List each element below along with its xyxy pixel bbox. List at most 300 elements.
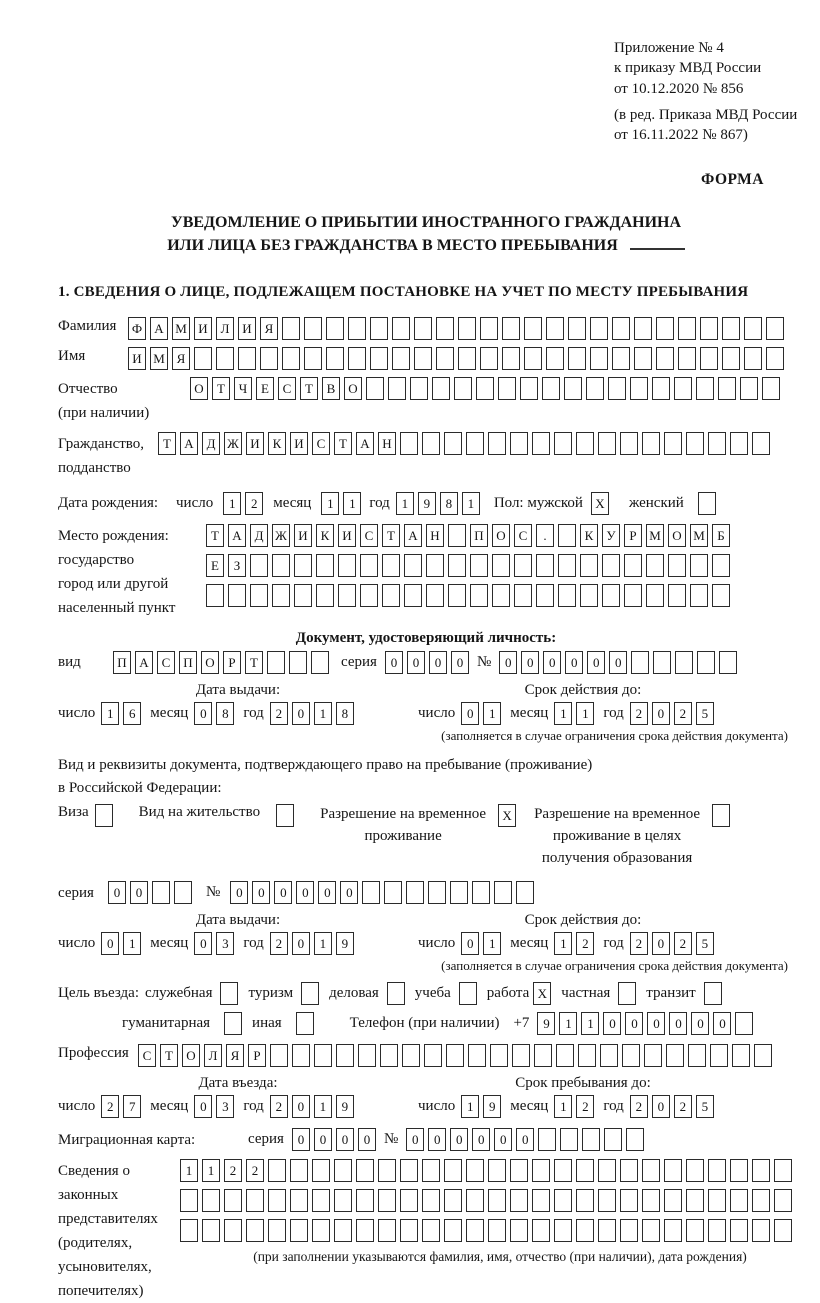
char-cell[interactable] xyxy=(598,1219,616,1242)
char-cell[interactable] xyxy=(488,1159,506,1182)
char-cell[interactable] xyxy=(653,651,671,674)
char-cell[interactable] xyxy=(228,584,246,607)
char-cell[interactable] xyxy=(436,317,454,340)
char-cell[interactable] xyxy=(700,347,718,370)
char-cell[interactable] xyxy=(152,881,170,904)
char-cell[interactable]: К xyxy=(580,524,598,547)
char-cell[interactable]: Я xyxy=(260,317,278,340)
char-cell[interactable] xyxy=(556,1044,574,1067)
char-cell[interactable]: А xyxy=(135,651,153,674)
char-cell[interactable] xyxy=(292,1044,310,1067)
char-cell[interactable]: О xyxy=(201,651,219,674)
char-cell[interactable] xyxy=(762,377,780,400)
char-cell[interactable] xyxy=(558,524,576,547)
char-cell[interactable] xyxy=(326,317,344,340)
char-cell[interactable]: Т xyxy=(300,377,318,400)
char-cell[interactable] xyxy=(708,432,726,455)
char-cell[interactable]: П xyxy=(179,651,197,674)
char-cell[interactable] xyxy=(448,554,466,577)
char-cell[interactable]: 6 xyxy=(123,702,141,725)
char-cell[interactable]: 2 xyxy=(674,932,692,955)
char-cell[interactable] xyxy=(534,1044,552,1067)
char-cell[interactable]: И xyxy=(246,432,264,455)
char-cell[interactable]: Л xyxy=(204,1044,222,1067)
char-cell[interactable]: О xyxy=(668,524,686,547)
char-cell[interactable] xyxy=(472,881,490,904)
char-cell[interactable]: 8 xyxy=(440,492,458,515)
char-cell[interactable] xyxy=(468,1044,486,1067)
char-cell[interactable] xyxy=(664,1159,682,1182)
char-cell[interactable] xyxy=(536,584,554,607)
char-cell[interactable] xyxy=(612,347,630,370)
char-cell[interactable] xyxy=(414,317,432,340)
char-cell[interactable] xyxy=(708,1189,726,1212)
char-cell[interactable] xyxy=(282,347,300,370)
char-cell[interactable] xyxy=(752,1189,770,1212)
char-cell[interactable] xyxy=(432,377,450,400)
char-cell[interactable] xyxy=(774,1189,792,1212)
checkbox-cell[interactable] xyxy=(698,492,716,515)
char-cell[interactable]: Ф xyxy=(128,317,146,340)
char-cell[interactable] xyxy=(688,1044,706,1067)
char-cell[interactable] xyxy=(466,1159,484,1182)
char-cell[interactable] xyxy=(378,1219,396,1242)
char-cell[interactable]: С xyxy=(312,432,330,455)
char-cell[interactable]: 5 xyxy=(696,702,714,725)
char-cell[interactable]: 7 xyxy=(123,1095,141,1118)
char-cell[interactable] xyxy=(740,377,758,400)
char-cell[interactable] xyxy=(450,881,468,904)
char-cell[interactable] xyxy=(382,584,400,607)
char-cell[interactable] xyxy=(428,881,446,904)
char-cell[interactable] xyxy=(392,347,410,370)
char-cell[interactable] xyxy=(444,1159,462,1182)
char-cell[interactable]: 0 xyxy=(587,651,605,674)
char-cell[interactable] xyxy=(675,651,693,674)
char-cell[interactable] xyxy=(718,377,736,400)
char-cell[interactable] xyxy=(630,377,648,400)
checkbox-cell[interactable]: X xyxy=(591,492,609,515)
char-cell[interactable]: 0 xyxy=(652,932,670,955)
char-cell[interactable] xyxy=(642,432,660,455)
char-cell[interactable] xyxy=(356,1159,374,1182)
char-cell[interactable] xyxy=(744,347,762,370)
char-cell[interactable]: Р xyxy=(624,524,642,547)
char-cell[interactable]: 0 xyxy=(669,1012,687,1035)
char-cell[interactable] xyxy=(289,651,307,674)
char-cell[interactable]: М xyxy=(690,524,708,547)
char-cell[interactable] xyxy=(312,1189,330,1212)
char-cell[interactable] xyxy=(272,554,290,577)
char-cell[interactable]: 0 xyxy=(318,881,336,904)
checkbox-cell[interactable] xyxy=(224,1012,242,1035)
char-cell[interactable]: Л xyxy=(216,317,234,340)
char-cell[interactable]: 2 xyxy=(630,1095,648,1118)
char-cell[interactable] xyxy=(624,584,642,607)
char-cell[interactable]: О xyxy=(344,377,362,400)
char-cell[interactable]: 3 xyxy=(216,932,234,955)
checkbox-cell[interactable] xyxy=(387,982,405,1005)
char-cell[interactable] xyxy=(564,377,582,400)
char-cell[interactable]: И xyxy=(290,432,308,455)
char-cell[interactable]: П xyxy=(113,651,131,674)
char-cell[interactable] xyxy=(578,1044,596,1067)
char-cell[interactable]: 0 xyxy=(652,702,670,725)
char-cell[interactable] xyxy=(282,317,300,340)
char-cell[interactable] xyxy=(722,347,740,370)
char-cell[interactable]: Т xyxy=(212,377,230,400)
char-cell[interactable]: 0 xyxy=(108,881,126,904)
char-cell[interactable] xyxy=(608,377,626,400)
char-cell[interactable]: Р xyxy=(248,1044,266,1067)
char-cell[interactable] xyxy=(422,432,440,455)
char-cell[interactable]: И xyxy=(338,524,356,547)
char-cell[interactable]: О xyxy=(492,524,510,547)
char-cell[interactable] xyxy=(388,377,406,400)
char-cell[interactable] xyxy=(356,1189,374,1212)
char-cell[interactable]: 2 xyxy=(101,1095,119,1118)
char-cell[interactable]: Н xyxy=(426,524,444,547)
char-cell[interactable]: Т xyxy=(160,1044,178,1067)
char-cell[interactable] xyxy=(488,432,506,455)
char-cell[interactable]: 9 xyxy=(483,1095,501,1118)
char-cell[interactable] xyxy=(272,584,290,607)
char-cell[interactable] xyxy=(532,1219,550,1242)
char-cell[interactable]: 3 xyxy=(216,1095,234,1118)
char-cell[interactable] xyxy=(690,584,708,607)
char-cell[interactable] xyxy=(697,651,715,674)
char-cell[interactable]: 0 xyxy=(609,651,627,674)
char-cell[interactable] xyxy=(558,584,576,607)
char-cell[interactable]: Т xyxy=(245,651,263,674)
char-cell[interactable]: 1 xyxy=(343,492,361,515)
char-cell[interactable]: 0 xyxy=(407,651,425,674)
char-cell[interactable] xyxy=(520,377,538,400)
char-cell[interactable] xyxy=(774,1159,792,1182)
char-cell[interactable]: 1 xyxy=(554,702,572,725)
char-cell[interactable]: А xyxy=(356,432,374,455)
char-cell[interactable] xyxy=(590,347,608,370)
char-cell[interactable] xyxy=(404,554,422,577)
char-cell[interactable]: 1 xyxy=(554,1095,572,1118)
char-cell[interactable] xyxy=(400,1189,418,1212)
char-cell[interactable] xyxy=(524,317,542,340)
char-cell[interactable] xyxy=(422,1189,440,1212)
checkbox-cell[interactable] xyxy=(296,1012,314,1035)
char-cell[interactable]: С xyxy=(278,377,296,400)
char-cell[interactable]: 0 xyxy=(292,702,310,725)
char-cell[interactable] xyxy=(626,1128,644,1151)
char-cell[interactable] xyxy=(494,881,512,904)
char-cell[interactable] xyxy=(576,1219,594,1242)
char-cell[interactable]: 1 xyxy=(396,492,414,515)
char-cell[interactable]: 1 xyxy=(576,702,594,725)
char-cell[interactable] xyxy=(554,1189,572,1212)
char-cell[interactable] xyxy=(316,584,334,607)
char-cell[interactable]: 9 xyxy=(336,1095,354,1118)
char-cell[interactable]: 0 xyxy=(340,881,358,904)
char-cell[interactable]: К xyxy=(268,432,286,455)
checkbox-cell[interactable] xyxy=(276,804,294,827)
char-cell[interactable] xyxy=(602,584,620,607)
char-cell[interactable] xyxy=(546,317,564,340)
char-cell[interactable] xyxy=(458,347,476,370)
char-cell[interactable] xyxy=(510,432,528,455)
char-cell[interactable]: 0 xyxy=(358,1128,376,1151)
char-cell[interactable] xyxy=(290,1159,308,1182)
char-cell[interactable] xyxy=(674,377,692,400)
char-cell[interactable]: С xyxy=(157,651,175,674)
char-cell[interactable]: 1 xyxy=(321,492,339,515)
char-cell[interactable] xyxy=(634,317,652,340)
char-cell[interactable] xyxy=(180,1219,198,1242)
char-cell[interactable] xyxy=(620,1219,638,1242)
char-cell[interactable] xyxy=(378,1159,396,1182)
char-cell[interactable] xyxy=(492,584,510,607)
char-cell[interactable] xyxy=(668,554,686,577)
char-cell[interactable]: 0 xyxy=(314,1128,332,1151)
char-cell[interactable]: 0 xyxy=(647,1012,665,1035)
char-cell[interactable]: 0 xyxy=(652,1095,670,1118)
char-cell[interactable] xyxy=(304,347,322,370)
char-cell[interactable] xyxy=(754,1044,772,1067)
char-cell[interactable]: Н xyxy=(378,432,396,455)
char-cell[interactable] xyxy=(392,317,410,340)
char-cell[interactable]: С xyxy=(360,524,378,547)
char-cell[interactable] xyxy=(538,1128,556,1151)
char-cell[interactable] xyxy=(620,1159,638,1182)
char-cell[interactable] xyxy=(532,1159,550,1182)
char-cell[interactable] xyxy=(326,347,344,370)
char-cell[interactable] xyxy=(568,317,586,340)
char-cell[interactable] xyxy=(620,1189,638,1212)
char-cell[interactable] xyxy=(646,584,664,607)
char-cell[interactable] xyxy=(356,1219,374,1242)
char-cell[interactable]: 2 xyxy=(246,1159,264,1182)
char-cell[interactable]: 0 xyxy=(450,1128,468,1151)
char-cell[interactable]: 0 xyxy=(406,1128,424,1151)
char-cell[interactable] xyxy=(708,1159,726,1182)
char-cell[interactable] xyxy=(466,1219,484,1242)
char-cell[interactable] xyxy=(348,347,366,370)
char-cell[interactable] xyxy=(216,347,234,370)
char-cell[interactable]: У xyxy=(602,524,620,547)
char-cell[interactable]: М xyxy=(646,524,664,547)
char-cell[interactable] xyxy=(598,432,616,455)
char-cell[interactable] xyxy=(532,432,550,455)
char-cell[interactable] xyxy=(268,1219,286,1242)
char-cell[interactable] xyxy=(644,1044,662,1067)
char-cell[interactable] xyxy=(174,881,192,904)
char-cell[interactable] xyxy=(730,1159,748,1182)
char-cell[interactable] xyxy=(490,1044,508,1067)
char-cell[interactable]: 0 xyxy=(625,1012,643,1035)
checkbox-cell[interactable] xyxy=(459,982,477,1005)
char-cell[interactable] xyxy=(454,377,472,400)
char-cell[interactable]: И xyxy=(194,317,212,340)
char-cell[interactable]: 1 xyxy=(483,702,501,725)
char-cell[interactable] xyxy=(524,347,542,370)
checkbox-cell[interactable]: X xyxy=(533,982,551,1005)
char-cell[interactable]: 1 xyxy=(314,1095,332,1118)
char-cell[interactable]: П xyxy=(470,524,488,547)
char-cell[interactable]: 2 xyxy=(270,1095,288,1118)
char-cell[interactable] xyxy=(730,1189,748,1212)
char-cell[interactable] xyxy=(554,1159,572,1182)
char-cell[interactable] xyxy=(311,651,329,674)
char-cell[interactable] xyxy=(448,584,466,607)
char-cell[interactable] xyxy=(730,432,748,455)
char-cell[interactable] xyxy=(580,554,598,577)
char-cell[interactable]: Я xyxy=(226,1044,244,1067)
char-cell[interactable]: 0 xyxy=(336,1128,354,1151)
char-cell[interactable]: 2 xyxy=(674,702,692,725)
char-cell[interactable]: А xyxy=(150,317,168,340)
char-cell[interactable]: 0 xyxy=(451,651,469,674)
char-cell[interactable]: 0 xyxy=(543,651,561,674)
char-cell[interactable]: 1 xyxy=(581,1012,599,1035)
char-cell[interactable] xyxy=(516,881,534,904)
char-cell[interactable] xyxy=(492,554,510,577)
char-cell[interactable] xyxy=(246,1219,264,1242)
char-cell[interactable] xyxy=(576,1189,594,1212)
char-cell[interactable]: 0 xyxy=(565,651,583,674)
char-cell[interactable]: О xyxy=(190,377,208,400)
char-cell[interactable] xyxy=(334,1189,352,1212)
char-cell[interactable] xyxy=(604,1128,622,1151)
char-cell[interactable] xyxy=(314,1044,332,1067)
char-cell[interactable] xyxy=(304,317,322,340)
char-cell[interactable]: 0 xyxy=(274,881,292,904)
char-cell[interactable] xyxy=(744,317,762,340)
char-cell[interactable] xyxy=(480,347,498,370)
char-cell[interactable] xyxy=(400,1219,418,1242)
char-cell[interactable] xyxy=(752,1219,770,1242)
char-cell[interactable] xyxy=(384,881,402,904)
char-cell[interactable] xyxy=(634,347,652,370)
char-cell[interactable]: Д xyxy=(202,432,220,455)
char-cell[interactable] xyxy=(488,1219,506,1242)
char-cell[interactable] xyxy=(294,584,312,607)
char-cell[interactable] xyxy=(250,554,268,577)
char-cell[interactable]: 0 xyxy=(296,881,314,904)
char-cell[interactable]: 0 xyxy=(691,1012,709,1035)
char-cell[interactable]: 1 xyxy=(314,932,332,955)
char-cell[interactable] xyxy=(766,347,784,370)
char-cell[interactable] xyxy=(338,584,356,607)
char-cell[interactable] xyxy=(424,1044,442,1067)
char-cell[interactable] xyxy=(488,1189,506,1212)
char-cell[interactable]: 0 xyxy=(194,932,212,955)
char-cell[interactable] xyxy=(290,1189,308,1212)
char-cell[interactable]: 0 xyxy=(101,932,119,955)
char-cell[interactable]: Б xyxy=(712,524,730,547)
char-cell[interactable] xyxy=(560,1128,578,1151)
char-cell[interactable] xyxy=(476,377,494,400)
char-cell[interactable] xyxy=(600,1044,618,1067)
char-cell[interactable] xyxy=(664,1219,682,1242)
char-cell[interactable]: Т xyxy=(334,432,352,455)
char-cell[interactable] xyxy=(612,317,630,340)
char-cell[interactable]: С xyxy=(514,524,532,547)
char-cell[interactable] xyxy=(700,317,718,340)
char-cell[interactable]: 1 xyxy=(180,1159,198,1182)
char-cell[interactable] xyxy=(312,1219,330,1242)
char-cell[interactable]: Т xyxy=(382,524,400,547)
char-cell[interactable] xyxy=(402,1044,420,1067)
char-cell[interactable]: 1 xyxy=(554,932,572,955)
char-cell[interactable]: 2 xyxy=(630,702,648,725)
char-cell[interactable] xyxy=(774,1219,792,1242)
char-cell[interactable] xyxy=(334,1219,352,1242)
char-cell[interactable]: А xyxy=(228,524,246,547)
char-cell[interactable] xyxy=(664,432,682,455)
char-cell[interactable] xyxy=(446,1044,464,1067)
char-cell[interactable] xyxy=(642,1159,660,1182)
char-cell[interactable] xyxy=(360,554,378,577)
char-cell[interactable]: 0 xyxy=(521,651,539,674)
char-cell[interactable]: 9 xyxy=(336,932,354,955)
char-cell[interactable] xyxy=(382,554,400,577)
char-cell[interactable] xyxy=(436,347,454,370)
char-cell[interactable] xyxy=(631,651,649,674)
char-cell[interactable] xyxy=(766,317,784,340)
checkbox-cell[interactable]: X xyxy=(498,804,516,827)
char-cell[interactable]: 0 xyxy=(472,1128,490,1151)
char-cell[interactable] xyxy=(512,1044,530,1067)
char-cell[interactable]: 8 xyxy=(336,702,354,725)
char-cell[interactable] xyxy=(400,432,418,455)
char-cell[interactable] xyxy=(642,1219,660,1242)
char-cell[interactable]: 1 xyxy=(314,702,332,725)
char-cell[interactable] xyxy=(422,1219,440,1242)
char-cell[interactable] xyxy=(686,1189,704,1212)
char-cell[interactable]: О xyxy=(182,1044,200,1067)
char-cell[interactable]: 2 xyxy=(674,1095,692,1118)
char-cell[interactable] xyxy=(406,881,424,904)
char-cell[interactable] xyxy=(400,1159,418,1182)
char-cell[interactable] xyxy=(656,317,674,340)
char-cell[interactable]: 5 xyxy=(696,932,714,955)
char-cell[interactable] xyxy=(338,554,356,577)
char-cell[interactable] xyxy=(194,347,212,370)
char-cell[interactable] xyxy=(576,1159,594,1182)
char-cell[interactable] xyxy=(334,1159,352,1182)
char-cell[interactable] xyxy=(510,1189,528,1212)
char-cell[interactable]: 1 xyxy=(462,492,480,515)
char-cell[interactable] xyxy=(466,1189,484,1212)
char-cell[interactable] xyxy=(502,317,520,340)
char-cell[interactable]: Т xyxy=(158,432,176,455)
char-cell[interactable] xyxy=(546,347,564,370)
char-cell[interactable]: 0 xyxy=(194,1095,212,1118)
char-cell[interactable]: Ч xyxy=(234,377,252,400)
char-cell[interactable]: 0 xyxy=(230,881,248,904)
char-cell[interactable] xyxy=(348,317,366,340)
char-cell[interactable] xyxy=(360,584,378,607)
char-cell[interactable]: 1 xyxy=(202,1159,220,1182)
char-cell[interactable] xyxy=(370,347,388,370)
char-cell[interactable] xyxy=(316,554,334,577)
char-cell[interactable]: 2 xyxy=(245,492,263,515)
char-cell[interactable]: 0 xyxy=(194,702,212,725)
char-cell[interactable] xyxy=(202,1219,220,1242)
char-cell[interactable] xyxy=(380,1044,398,1067)
char-cell[interactable]: 1 xyxy=(483,932,501,955)
char-cell[interactable]: 5 xyxy=(696,1095,714,1118)
char-cell[interactable] xyxy=(448,524,466,547)
char-cell[interactable] xyxy=(735,1012,753,1035)
